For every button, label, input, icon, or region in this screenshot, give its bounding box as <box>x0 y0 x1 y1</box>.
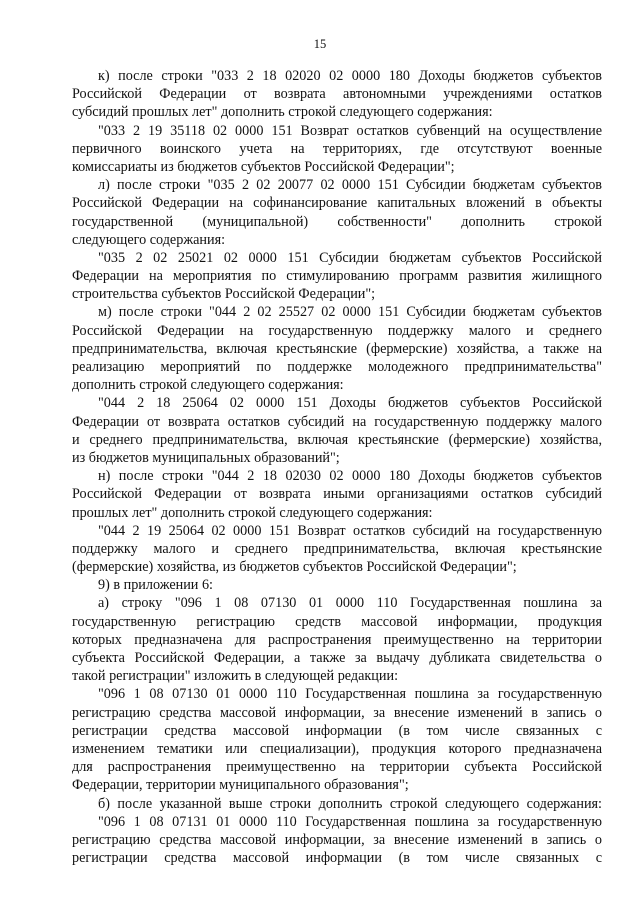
text-line: Российской Федерации на государственную поддержку малого и среднего <box>72 322 602 339</box>
text-line: прошлых лет" дополнить строкой следующего содержания: <box>72 504 433 521</box>
text-line: поддержку малого и среднего предпринимательства, включая крестьянские <box>72 540 602 557</box>
text-line: регистрации средства массовой информации (в том числе связанных с <box>72 850 602 867</box>
text-line: комиссариаты из бюджетов субъектов Российской Федерации"; <box>72 158 455 175</box>
text-line: "044 2 19 25064 02 0000 151 Возврат остатков субсидий на государственную <box>98 522 602 539</box>
text-line: государственной (муниципальной) собственности" дополнить строкой <box>72 213 602 230</box>
text-line: м) после строки "044 2 02 25527 02 0000 151 Субсидии бюджетам субъектов <box>98 304 602 321</box>
text-line: регистрацию средства массовой информации, за внесение изменений в запись о <box>72 704 602 721</box>
text-line: для распространения преимущественно на территории субъекта Российской <box>72 759 602 776</box>
text-line: "096 1 08 07130 01 0000 110 Государственная пошлина за государственную <box>98 686 602 703</box>
text-line: Российской Федерации от возврата иными организациями остатков субсидий <box>72 486 602 503</box>
text-line: следующего содержания: <box>72 231 226 248</box>
text-line: Федерации на мероприятия по стимулированию программ развития жилищного <box>72 268 602 285</box>
text-line: дополнить строкой следующего содержания: <box>72 377 344 394</box>
text-line: регистрации средства массовой информации (в том числе связанных с <box>72 722 602 739</box>
text-line: "033 2 19 35118 02 0000 151 Возврат остатков субвенций на осуществление <box>98 122 602 139</box>
text-line: строительства субъектов Российской Федерации"; <box>72 286 376 303</box>
text-line: Федерации от возврата остатков субсидий на государственную поддержку малого <box>72 413 602 430</box>
text-line: б) после указанной выше строки дополнить строкой следующего содержания: <box>98 795 602 812</box>
text-line: изменением тематики или специализации), продукция которого предназначена <box>72 740 602 757</box>
text-line: реализацию мероприятий по поддержке молодежного предпринимательства" <box>72 359 602 375</box>
text-line: (фермерские) хозяйства, из бюджетов субъектов Российской Федерации"; <box>72 559 517 576</box>
text-line: Федерации, территории муниципального образования"; <box>72 777 409 794</box>
text-line: 9) в приложении 6: <box>98 577 213 594</box>
text-line: которых предназначена для распространения преимущественно на территории <box>72 631 602 648</box>
document-body <box>72 67 602 867</box>
text-line: а) строку "096 1 08 07130 01 0000 110 Государственная пошлина за <box>98 595 602 612</box>
text-line: "096 1 08 07131 01 0000 110 Государственная пошлина за государственную <box>98 813 602 830</box>
text-line: регистрацию средства массовой информации, за внесение изменений в запись о <box>72 831 602 848</box>
text-line: Российской Федерации от возврата автономными учреждениями остатков <box>72 86 602 103</box>
text-line: л) после строки "035 2 02 20077 02 0000 151 Субсидии бюджетам субъектов <box>98 177 602 194</box>
text-line: Российской Федерации на софинансирование капитальных вложений в объекты <box>72 195 602 212</box>
text-line: субсидий прошлых лет" дополнить строкой следующего содержания: <box>72 104 493 121</box>
text-line: государственную регистрацию средств массовой информации, продукция <box>72 613 602 630</box>
text-line: субъекта Российской Федерации, а также за выдачу дубликата свидетельства о <box>72 650 602 666</box>
text-line: предпринимательства, включая крестьянские (фермерские) хозяйства, а также на <box>72 340 602 357</box>
text-line: из бюджетов муниципальных образований"; <box>72 449 340 466</box>
page-number: 15 <box>313 37 327 51</box>
text-line: "035 2 02 25021 02 0000 151 Субсидии бюджетам субъектов Российской <box>98 249 602 266</box>
text-line: и среднего предпринимательства, включая крестьянские (фермерские) хозяйства, <box>72 431 602 448</box>
text-line: н) после строки "044 2 18 02030 02 0000 180 Доходы бюджетов субъектов <box>98 468 602 485</box>
text-line: первичного воинского учета на территориях, где отсутствуют военные <box>72 140 602 157</box>
text-line: к) после строки "033 2 18 02020 02 0000 180 Доходы бюджетов субъектов <box>98 68 602 84</box>
text-line: такой регистрации" изложить в следующей редакции: <box>72 668 399 685</box>
text-line: "044 2 18 25064 02 0000 151 Доходы бюджетов субъектов Российской <box>98 395 602 412</box>
